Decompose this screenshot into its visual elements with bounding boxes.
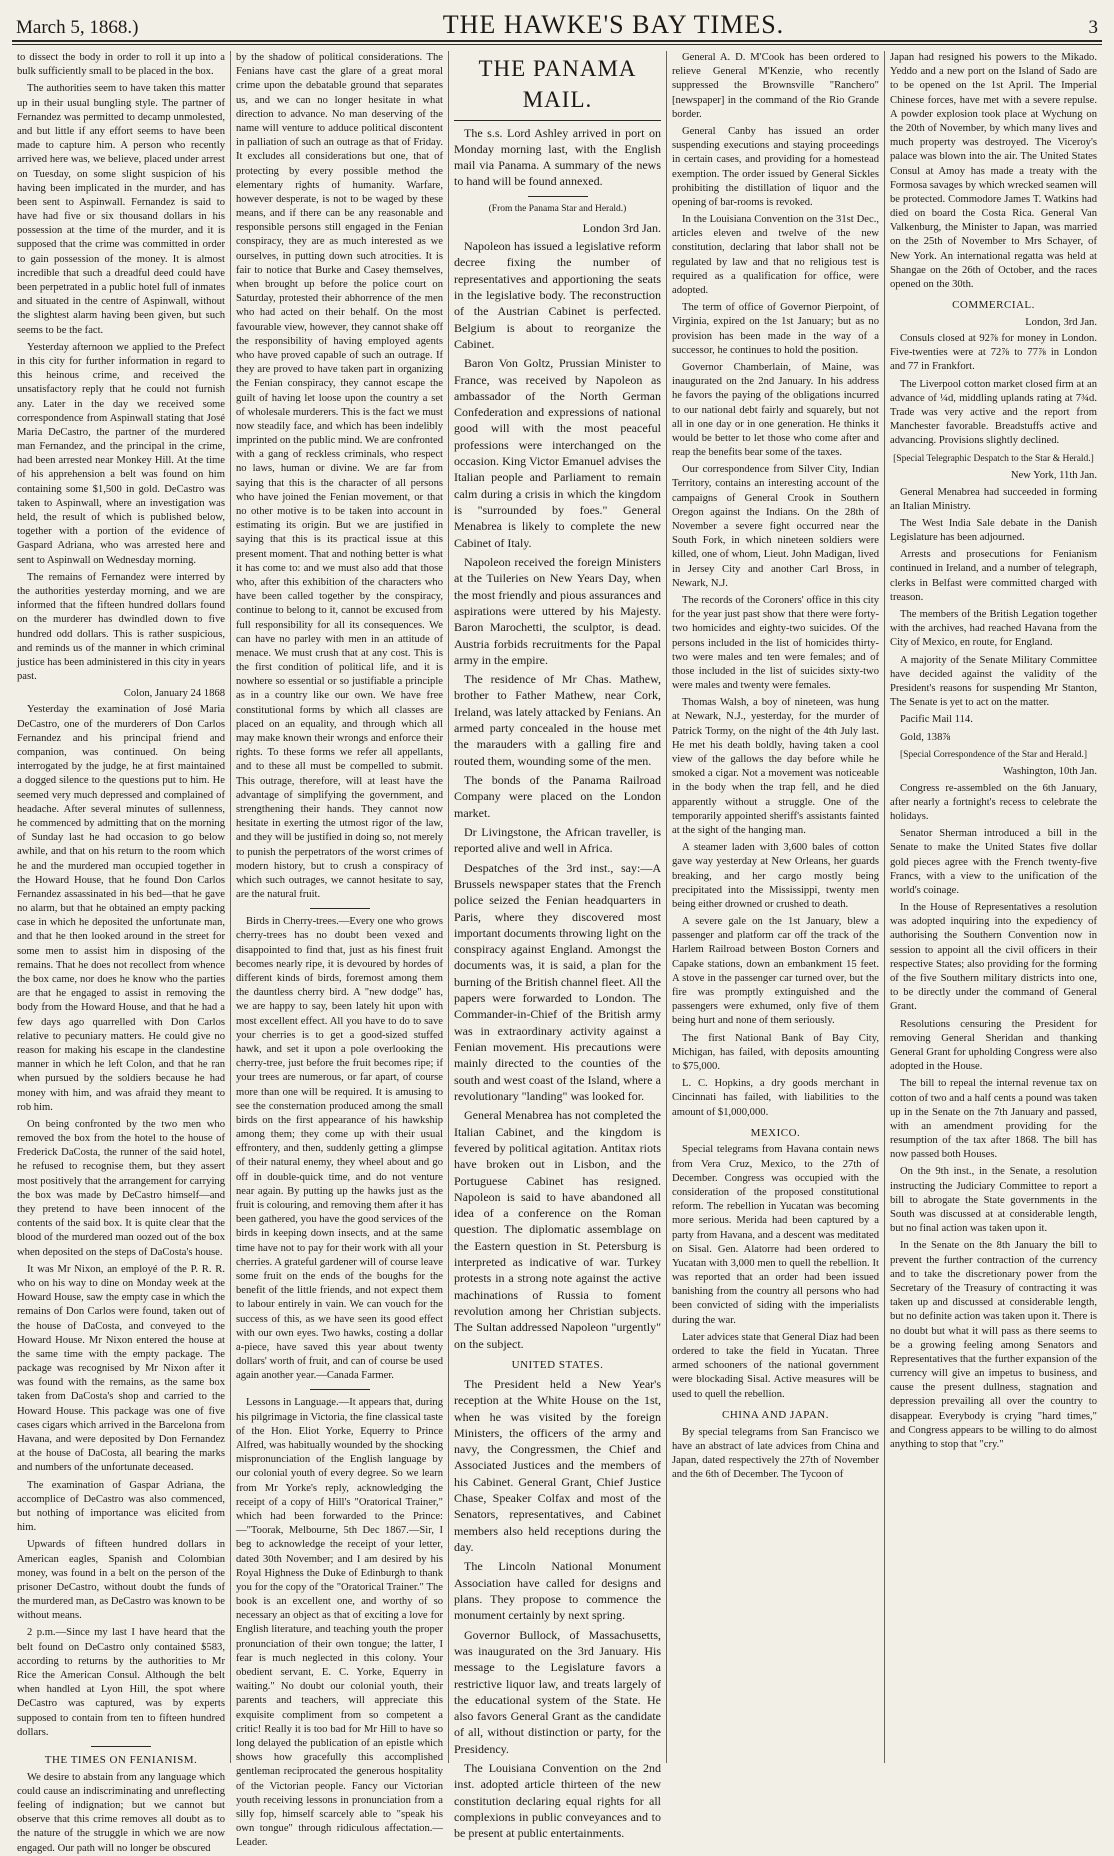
article-paragraph: The records of the Coroners' office in this city for the year just past show that there were forty-two homicides and eighty-two suicides. Of the persons included in the list of homicides thirty-two were males and ten were females; and of those included in the list of suicides sixty-two were males and twenty were females. — [672, 594, 879, 692]
article-paragraph: Thomas Walsh, a boy of nineteen, was hung at Newark, N.J., yesterday, for the murder of Patrick Tormy, on the night of the 4th July last. He met his death boldly, having taken a cool view of the gallows the day before while he smoked a cigar. Not a movement was noticeable in the body when the trap fell, and he died apparently without a struggle. One of the temporarily appointed sheriff's assistants fainted at the sight of the hanging man. — [672, 697, 879, 836]
article-paragraph: In the Louisiana Convention on the 31st Dec., articles eleven and twelve of the new constitution, declaring that labor shall not be regulated by law and that no religious test is required as a qualification for office, were adopted. — [672, 214, 879, 296]
article-paragraph: In the House of Representatives a resolution was adopted inquiring into the expediency of authorising the Southern Convention now in session to appoint all the civil officers in their respective States; also providing for the forming of the five Southern military districts into one, to be directly under the command of General Grant. — [890, 902, 1097, 1013]
article-paragraph: Senator Sherman introduced a bill in the Senate to make the United States five dollar gold pieces agree with the French twenty-five Francs, with a view to the unification of the world's coinage. — [890, 828, 1097, 896]
section-heading: MEXICO. — [750, 1126, 801, 1139]
article-paragraph: Resolutions censuring the President for removing General Sheridan and thanking General Grant for upholding Congress were also adopted in the House. — [890, 1018, 1097, 1073]
article-paragraph: Governor Bullock, of Massachusetts, was inaugurated on the 3rd January. His message to the Legislature favors a restrictive liquor law, and treats largely of the educational system of the State. He also favors General Grant as the candidate of all, without distinction or party, for the Presidency. — [454, 1627, 661, 1756]
article-paragraph: General Menabrea has not completed the Italian Cabinet, and the kingdom is fevered by political agitation. Antitax riots have broken out in Lisbon, and the Portuguese Cabinet has resigned. Napoleon is said to have abandoned all idea of a conference on the Roman question. The diplomatic assemblage on the Eastern question in St. Petersburg is interpreted as indicative of war. Turkey protests in a strong note against the active machinations of Russia to foment revolution among her Christian subjects. The Sultan addressed Napoleon "urgently" on the subject. — [454, 1108, 661, 1351]
article-paragraph: The examination of Gaspar Adriana, the accomplice of DeCastro was also commenced, but nothing of importance was elicited from him. — [17, 1479, 225, 1534]
article-paragraph: The Louisiana Convention on the 2nd inst. adopted article thirteen of the new constitution declaring equal rights for all complexions in public conveyances and to be present at public entertainments. — [454, 1761, 661, 1841]
article-paragraph: The authorities seem to have taken this matter up in their usual bungling style. The partner of Fernandez was permitted to decamp unmolested, and but little if any effort seems to have been made to capture him. A person who recently arrived here was, we believe, placed under arrest on Tuesday, on some slight suspicion of his having been implicated in the murder, and has been sent to Aspinwall. Fernandez is said to have had five or six thousand dollars in his possession at the time of the murder, and it is supposed that the crime was committed in order to gain possession of the money. It is almost incredible that such a dreadful deed could have been perpetrated in a public hotel full of inmates and situated in the centre of Aspinwall, without the slightest alarm having been given, but such seems to be the fact. — [17, 83, 225, 336]
page-number: 3 — [1088, 17, 1098, 38]
article-paragraph: The term of office of Governor Pierpoint, of Virginia, expired on the 1st January; but as no provision has been made in the way of a successor, he continues to hold the position. — [672, 302, 879, 356]
article-paragraph: The bonds of the Panama Railroad Company were placed on the London market. — [454, 773, 661, 820]
source-credit: [Special Correspondence of the Star and Herald.] — [899, 749, 1088, 760]
article-paragraph: General A. D. M'Cook has been ordered to relieve General M'Kenzie, who recently suppressed the Brownsville "Ranchero" [newspaper] in the command of the Rio Grande border. — [672, 52, 879, 120]
article-paragraph: The first National Bank of Bay City, Michigan, has failed, with deposits amounting to $75,000. — [672, 1032, 879, 1072]
article-paragraph: Japan had resigned his powers to the Mikado. Yeddo and a new port on the Island of Sado are to be opened on the 1st April. The Imperial Chinese forces, have met with a severe repulse. A powder explosion took place at Wychung on the 20th of November, by which many lives and much property was destroyed. The Viceroy's palace was blown into the air. The United States Consul at Amoy has made a treaty with the Formosa savages by which wrecked seamen will be protected. Commodore James T. Watkins had died on board the Costa Rica. General Van Valkenburg, the Minister to Japan, was married on the 25th of November to Mrs Schayer, of New York. An international regatta was held at Shangae on the 26th of October, and the races opened on the 30th. — [890, 52, 1097, 290]
article-paragraph: Governor Chamberlain, of Maine, was inaugurated on the 2nd January. In his address he favors the paying of the obligations incurred to our national debt fairly and squarely, but not all in one day or in one generation. He thinks it would be better to let those who come after and reap the benefits bear some of the taxes. — [672, 361, 879, 459]
section-heading: UNITED STATES. — [511, 1358, 604, 1371]
source-credit: [Special Telegraphic Despatch to the Star & Herald.] — [893, 453, 1094, 464]
article-paragraph: The s.s. Lord Ashley arrived in port on Monday morning last, with the English mail via Panama. A summary of the news to hand will be found annexed. — [454, 125, 661, 189]
masthead — [12, 10, 1102, 42]
article-paragraph: Upwards of fifteen hundred dollars in American eagles, Spanish and Colombian money, was found in a belt on the person of the prisoner DeCastro, without doubt the funds of the murdered man, as DeCastro was known to be without means. — [17, 1539, 225, 1622]
article-paragraph: 2 p.m.—Since my last I have heard that the belt found on DeCastro only contained $583, according to returns by the authorities to Mr Rice the American Consul. Although the belt when handled at Lyon Hill, the spot where DeCastro was captured, was by experts supposed to contain from ten to fifteen hundred dollars. — [17, 1627, 225, 1738]
article-paragraph: Yesterday afternoon we applied to the Prefect in this city for further information in regard to this heinous crime, and received the unsatisfactory reply that he could not furnish any. Later in the day we received some correspondence from Aspinwall stating that José Maria DeCastro, the partner of the murdered man Fernandez, and the principal in the crime, had been arrested near Monkey Hill. At the time of his apprehension a belt was found on him containing some $1,500 in gold. DeCastro was taken to Aspinwall, where an investigation was held, the result of which is published below, together with a portion of the evidence of Gaspard Adriana, who was arrested here and sent to Aspinwall on Wednesday morning. — [17, 341, 225, 566]
article-paragraph: Yesterday the examination of José Maria DeCastro, one of the murderers of Don Carlos Fernandez and his principal friend and companion, was continued. On being interrogated by the judge, he at first maintained a dogged silence to the questions put to him. He seemed very much depressed and complained of headache. After several minutes of sullenness, he commenced by admitting that on the morning of Sunday last he had occasion to go below awhile, and that on his return to the room which he and the murdered man occupied together in the Howard House, that he found Don Carlos Fernandez assassinated in his bed—that he gave no alarm, but that he obtained an empty packing case in which he deposited the unfortunate man, and that he then looked around in the street for some men to assist him in disposing of the remains. That he does not recollect from whence the box came, nor does he know who the parties are that he engaged to assist in removing the body from the Howard House, and that he had a few days ago quarrelled with Don Carlos relative to pecuniary matters. He could give no reason for making his escape in the clandestine manner in which he left Colon, and that he ran when pursued by the soldiers because he had money with him, and was afraid they meant to rob him. — [17, 704, 225, 1113]
market-quote: Pacific Mail 114. — [900, 714, 973, 726]
dateline: London 3rd Jan. — [582, 220, 661, 235]
article-paragraph: A majority of the Senate Military Committee have decided against the validity of the President's reasons for suspending Mr Stanton, The Senate is yet to act on the matter. — [890, 654, 1097, 709]
article-paragraph: On the 9th inst., in the Senate, a resolution instructing the Judiciary Committee to report a bill to abrogate the State governments in the South was discussed at at considerable length, but no final action was taken upon it. — [890, 1166, 1097, 1235]
issue-date: March 5, 1868.) — [16, 17, 139, 38]
article-paragraph: The Lincoln National Monument Association have called for designs and plans. They propose to commence the monument certainly by next spring. — [454, 1559, 661, 1623]
section-divider — [91, 1746, 151, 1747]
section-divider — [528, 196, 588, 197]
column-2 — [230, 51, 448, 1849]
article-paragraph: L. C. Hopkins, a dry goods merchant in Cincinnati has failed, with liabilities to the amount of $1,000,000. — [672, 1078, 879, 1118]
dateline: New York, 11th Jan. — [1010, 470, 1097, 482]
article-paragraph: It was Mr Nixon, an employé of the P. R. R. who on his way to dine on Monday week at the Howard House, saw the empty case in which the remains of Don Carlos were found, taken out of the house of DaCosta, and conveyed to the Howard House. Mr Nixon entered the house at the same time with the empty package. The package was recognised by Mr Nixon after it was found with the remains, as the same box taken from DaCosta's shop and carried to the Howard House. This package was one of five cases cigars which arrived in the Barcelona from Havana, and were deposited by Don Fernandez at the house of DaCosta, all bearing the marks and numbers of the unfortunate deceased. — [17, 1263, 225, 1474]
article-paragraph: We desire to abstain from any language which could cause an indiscriminating and unreflecting feeling of indignation; but we cannot but observe that this crime removes all doubt as to the nature of the struggle in which we are now engaged. Our path will no longer be obscured — [17, 1771, 225, 1854]
article-paragraph: Dr Livingstone, the African traveller, is reported alive and well in Africa. — [454, 824, 661, 856]
column-4 — [666, 51, 884, 1763]
article-paragraph: Napoleon received the foreign Ministers at the Tuileries on New Years Day, when the most friendly and pious assurances and aspirations were uttered by his Majesty. Baron Marochetti, the sculptor, is dead. Austria forbids recruitments for the Papal army in the empire. — [454, 554, 661, 667]
article-paragraph: The residence of Mr Chas. Mathew, brother to Father Mathew, near Cork, Ireland, was lately attacked by Fenians. An armed party concealed in the house met the marauders with a galling fire and routed them, wounding some of the men. — [454, 672, 661, 768]
article-paragraph: Our correspondence from Silver City, Indian Territory, contains an interesting account of the campaigns of General Crook in Southern Oregon against the Indians. On the 28th of November a severe fight occurred near the South Fork, in which nineteen soldiers were killed, one of whom, Lieut. John Madigan, lived in Jersey City and another Carl Bross, in Newark, N.J. — [672, 464, 879, 589]
article-paragraph: The remains of Fernandez were interred by the authorities yesterday morning, and we are informed that the fifteen hundred dollars found on the murderer has dwindled down to five hundred odd dollars. This is rather suspicious, and reminds us of the manner in which criminal justice has been administered in this city in years past. — [17, 571, 225, 683]
article-paragraph: On being confronted by the two men who removed the box from the hotel to the house of Frederick DaCosta, the runner of the said hotel, he refused to recognise them, but they assert most positively that the arrangement for carrying the box was made by DeCastro himself—and they pretend to have been innocent of the contents of the said box. It is quite clear that the blood of the murdered man oozed out of the box when deposited on the steps of DaCosta's house. — [17, 1118, 225, 1258]
market-quote: Gold, 138⅞ — [900, 731, 951, 743]
section-divider — [310, 1389, 370, 1390]
article-paragraph: General Canby has issued an order suspending executions and staying proceedings in certain cases, and providing for a homestead exemption. The order issued by General Sickles prohibiting the distillation of liquor and the opening of bar-rooms is revoked. — [672, 125, 879, 208]
column-1 — [12, 51, 230, 1854]
article-paragraph: Birds in Cherry-trees.—Every one who grows cherry-trees has no doubt been vexed and disappointed to find that, just as his finest fruit becomes nearly ripe, it is devoured by hordes of different kinds of birds, foremost among them the dauntless cherry bird. A "new dodge" has, we are happy to say, been lately hit upon with most excellent effect. All you have to do to save your cherries is to get a good-sized stuffed hawk, and set it upon a pole overlooking the cherry-tree, just before the fruit becomes ripe; if your trees are numerous, or far apart, of course more than one will be required. It is amusing to see the consternation produced among the small birds on the first appearance of his hawkship among them; they come up with their usual effrontery, and then, suddenly getting a glimpse of their natural enemy, they wheel about and go off in double-quick time, and do not venture near again. By putting up the hawks just as the fruit is colouring, and removing them after it has been gathered, you have the good services of the birds in keeping down insects, and at the same time have not to pay for their work with all your cherries. A grateful gardener will of course leave some fruit on the ends of the boughs for the benefit of the little friends, and not expect them to labour entirely in vain. We can vouch for the success of this, as we have seen its good effect with our own eyes. Two hawks, costing a dollar a-piece, have saved this year about twenty dollars' worth of fruit, and can of course be used again another year.—Canada Farmer. — [236, 916, 443, 1382]
article-paragraph: Congress re-assembled on the 6th January, after nearly a fortnight's recess to celebrate the holidays. — [890, 782, 1097, 822]
article-paragraph: Despatches of the 3rd inst., say:—A Brussels newspaper states that the French police seized the Fenian headquarters in Paris, where they discovered most important documents throwing light on the conspiracy against England. Amongst the documents was, it is said, a plan for the burning of the British channel fleet. All the papers were forwarded to London. The Commander-in-Chief of the British army was in extraordinary activity against a Fenian movement. His precautions were mainly directed to the counties of the south and west coast of the Island, where a revolutionary "landing" was looked for. — [454, 860, 661, 1103]
article-paragraph: Arrests and prosecutions for Fenianism continued in Ireland, and a number of telegraph, clerks in Belfast were committed charged with treason. — [890, 549, 1097, 603]
section-heading: THE PANAMA MAIL. — [454, 53, 661, 121]
article-paragraph: Later advices state that General Diaz had been ordered to take the field in Yucatan. Three armed schooners of the national government were blockading Sisal. Active measures will be used to quell the rebellion. — [672, 1331, 879, 1400]
article-paragraph: by the shadow of political considerations. The Fenians have cast the glare of a great moral crime upon the debatable ground that separates us, and we can no longer hesitate in what direction to advance. No man deserving of the name will venture to adduce political discontent in palliation of such an outrage as that of Friday. It excludes all considerations but one, that of protecting by every possible method the elementary rights of humanity. Warfare, however desperate, is not to be waged by these means, and if there can be any reasonable and responsible persons still engaged in the Fenian conspiracy, they are as much interested as we ourselves, in putting down such atrocities. It is fair to notice that Burke and Casey themselves, when brought up before the police court on Saturday, protested their abhorrence of the men who had acted on their behalf. On the most favourable view, however, they cannot shake off the responsibility of having employed agents who have proved capable of such an outrage. If they are proved to have taken part in organizing the Fenian conspiracy, they cannot escape the guilt of having let loose upon the country a set of wholesale murderers. This is the fact we must now steadily face, and which has been indelibly imprinted on the public mind. We are confronted with a gang of reckless criminals, who respect no laws, human or divine. We are far from saying that this is the character of all persons who have joined the Fenian movement, or that no other motive is to be taken into account in estimating its origin. But we are justified in saying that this is its practical issue at this present moment. That and nothing better is what it has come to: and we must also add that those who, after this exhibition of the characters who have been called together by the conspiracy, continue to belong to it, cannot be excused from full responsibility for all its consequences. We can have no parley with men in an attitude of menace. We must crush that at any cost. This is the first condition of political life, and it is nowhere so essential or so justifiable a principle as in a country like our own. We have free constitutional forms by which all classes are placed on an equality, and through which all may make known their wrongs and enforce their rights. To these forms we refer all appellants, and to these all must be compelled to submit. This outrage, therefore, will at least have the advantage of simplifying the government, and strengthening their hands. They cannot now hesitate in exerting the utmost rigor of the law, and they will be justified in doing so, not merely to punish the perpetrators of the worst crimes of modern history, but to crush a conspiracy of which such outrages, we cannot hesitate to say, are the natural fruit. — [236, 52, 443, 901]
article-paragraph: to dissect the body in order to roll it up into a bulk sufficiently small to be placed in the box. — [17, 52, 225, 78]
article-paragraph: Lessons in Language.—It appears that, during his pilgrimage in Victoria, the fine classical taste of the Hon. Eliot Yorke, Equerry to Prince Alfred, was habitually wounded by the shocking mispronunciation of the English language by our colonial youth of every degree. So we learn from Mr Yorke's reply, acknowledging the receipt of a copy of Hill's "Oratorical Trainer," which had been forwarded to the Prince:—"Toorak, Melbourne, 5th Dec 1867.—Sir, I beg to acknowledge the receipt of your letter, dated 30th November; and I am desired by his Royal Highness the Duke of Edinburgh to thank you for the copy of the "Oratorical Trainer." The book is an excellent one, and worthy of so necessary an object as that of exciting a love for English literature, and teaching youth the proper pronunciation of their own tongue; the latter, I fear is much neglected in this colony. Your obedient servant, E. C. Yorke, Equerry in waiting." No doubt our colonial youth, their parents and teachers, will appreciate this exquisite compliment from so competent a critic! Really it is too bad for Mr Hill to have so long delayed the publication of an epistle which shows how gracefully this accomplished gentleman reciprocated the generous hospitality of the Victorian people. Fancy our Victorian youth receiving lessons in pronunciation from a silly fop, himself scarcely able to "speak his own tongue" through ridiculous affectation.—Leader. — [236, 1397, 443, 1849]
article-paragraph: The bill to repeal the internal revenue tax on cotton of two and a half cents a pound was taken up in the Senate on the 7th January and passed, with an amendment providing for the resumption of the tax after 1868. The bill has now passed both Houses. — [890, 1078, 1097, 1161]
dateline: Colon, January 24 1868 — [123, 688, 225, 700]
newspaper-title: THE HAWKE'S BAY TIMES. — [442, 10, 785, 39]
article-paragraph: Napoleon has issued a legislative reform decree fixing the number of representatives and apportioning the seats in the legislative body. The reconstruction of the Austrian Cabinet is perfected. Belgium is about to reorganize the Cabinet. — [454, 239, 661, 351]
section-heading: CHINA AND JAPAN. — [722, 1408, 829, 1421]
article-paragraph: The Liverpool cotton market closed firm at an advance of ¼d, middling uplands rating at 7¾d. Trade was very active and the report from Manchester favorable. Breadstuffs active and advancing. Provisions slightly declined. — [890, 378, 1097, 447]
dateline: Washington, 10th Jan. — [1003, 766, 1097, 778]
article-paragraph: In the Senate on the 8th January the bill to prevent the further contraction of the currency and to take the discretionary power from the Secretary of the Treasury of contracting it was taken up and discussed at considerable length, but no definite action was taken upon it. There is no doubt but what it will pass as there seems to be a growing feeling among Senators and Representatives that the further expansion of the currency will give an impetus to business, and cause the present dullness, stagnation and depression prevailing all over the country to disappear. Everybody is crying "hard times," and Congress appears to be willing to do almost anything to stop that "cry." — [890, 1240, 1097, 1451]
column-3 — [448, 51, 666, 1841]
dateline: London, 3rd Jan. — [1025, 316, 1097, 328]
article-paragraph: Special telegrams from Havana contain news from Vera Cruz, Mexico, to the 27th of December. Congress was occupied with the consideration of the proposed constitutional reform. The rebellion in Yucatan was becoming more serious. Merida had been captured by a party from Havana, and a descent was meditated on Sisal. Gen. Alatorre had been ordered to Yucatan with 3,000 men to quell the rebellion. It was reported that an order had been issued banishing from the country all persons who had been convicted of siding with the imperialists during the war. — [672, 1144, 879, 1326]
article-paragraph: By special telegrams from San Francisco we have an abstract of late advices from China and Japan, dated respectively the 27th of November and the 6th of December. The Tycoon of — [672, 1426, 879, 1481]
section-divider — [310, 908, 370, 909]
article-paragraph: Consuls closed at 92⅞ for money in London. Five-twenties were at 72⅞ to 77⅞ in London and 77 in Frankfort. — [890, 333, 1097, 373]
article-paragraph: A severe gale on the 1st January, blew a passenger and platform car off the track of the Harlem Railroad between Boston Corners and Capake stations, down an embankment 15 feet. A stove in the passenger car turned over, but the fire was promptly extinguished and the passengers were exhumed, only five of them being hurt and none of them seriously. — [672, 916, 879, 1027]
column-5 — [884, 51, 1102, 1763]
article-paragraph: A steamer laden with 3,600 bales of cotton gave way yesterday at New Orleans, her guards breaking, and her cargo mostly being precipitated into the Mississippi, twenty men being either drowned or crushed to death. — [672, 842, 879, 910]
article-paragraph: Baron Von Goltz, Prussian Minister to France, was received by Napoleon as ambassador of the North German Confederation and expressions of national good will with the most peaceful professions were interchanged on the occasion. King Victor Emanuel advises the Italian people and Parliament to remain calm during a crisis in which the kingdom is "surrounded by foes." General Menabrea is likely to complete the new Cabinet of Italy. — [454, 356, 661, 550]
columns — [12, 51, 1102, 1854]
article-paragraph: The members of the British Legation together with the archives, had reached Havana from the City of Mexico, en route, for England. — [890, 609, 1097, 649]
source-credit: (From the Panama Star and Herald.) — [488, 203, 627, 214]
section-heading: THE TIMES ON FENIANISM. — [44, 1753, 198, 1766]
section-heading: COMMERCIAL. — [952, 299, 1035, 312]
article-paragraph: The West India Sale debate in the Danish Legislature has been adjourned. — [890, 517, 1097, 544]
masthead-rule — [12, 44, 1102, 45]
article-paragraph: The President held a New Year's reception at the White House on the 1st, when he was visited by the foreign Ministers, the officers of the army and navy, the Congressmen, the Chief and Associated Justices and the members of his Cabinet. General Grant, Chief Justice Chase, Speaker Colfax and most of the Senators, representatives, and Cabinet members also held receptions during the day. — [454, 1376, 661, 1555]
article-paragraph: General Menabrea had succeeded in forming an Italian Ministry. — [890, 486, 1097, 512]
